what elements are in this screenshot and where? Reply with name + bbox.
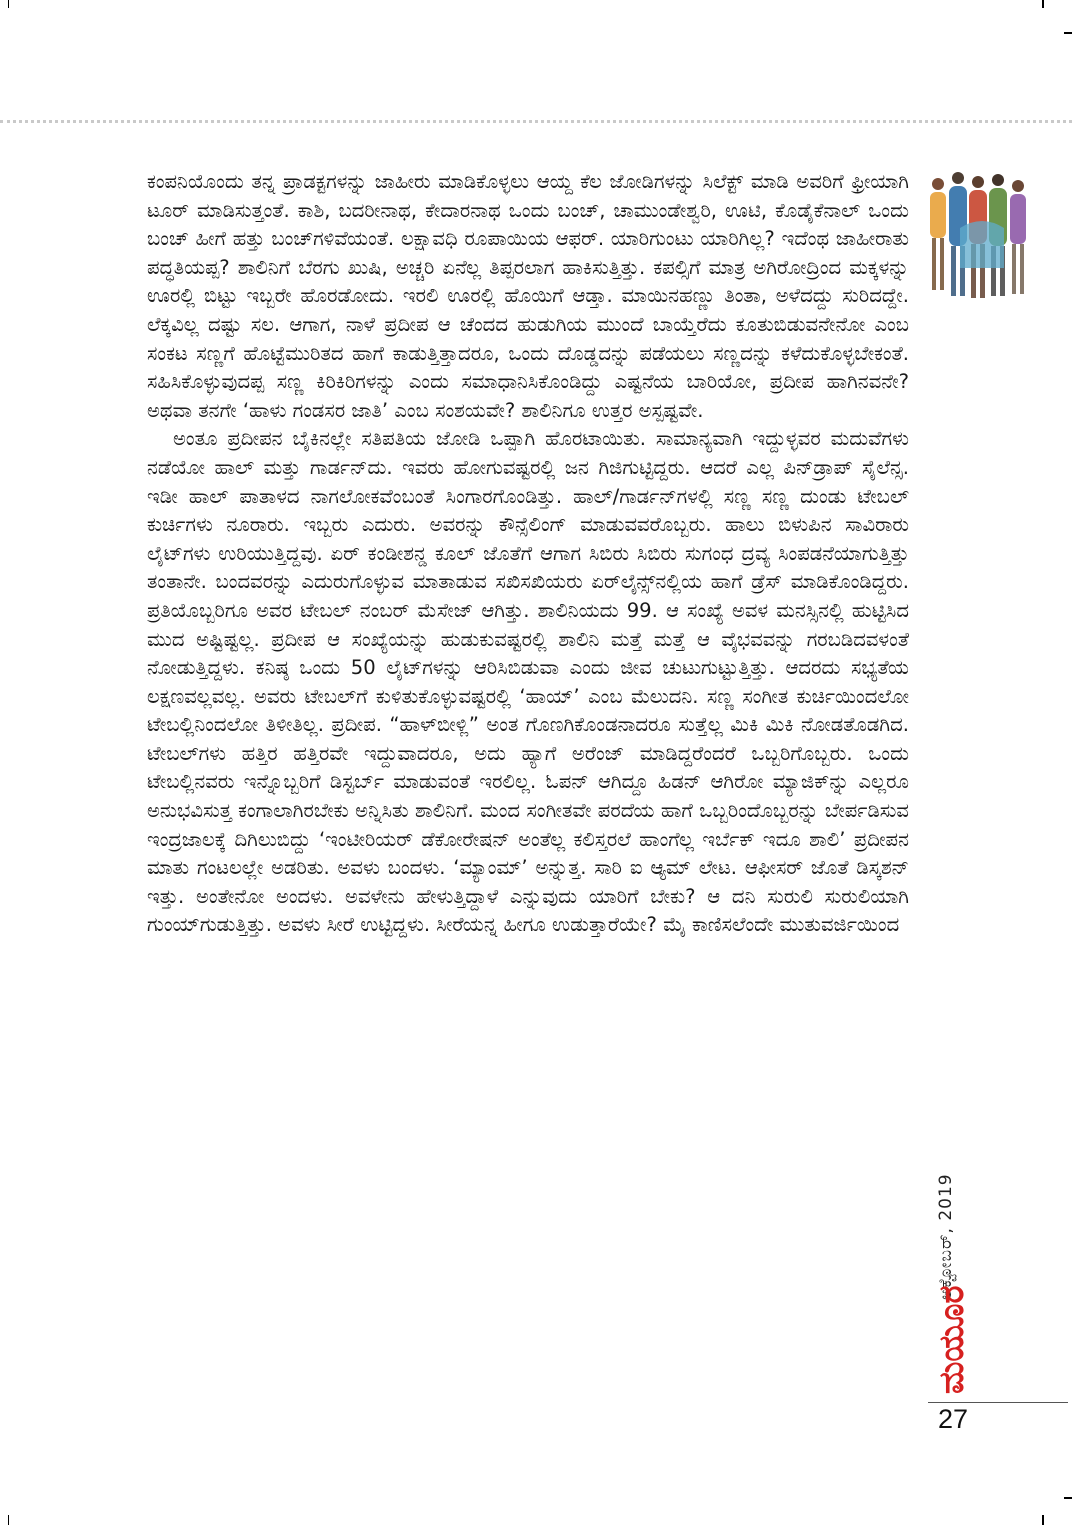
crop-mark-bottom-left — [8, 1515, 9, 1525]
crop-mark-top-left — [8, 0, 9, 8]
crop-mark-bottom-right — [1042, 1515, 1044, 1525]
article-body — [147, 168, 909, 940]
crop-mark-top-right — [1042, 0, 1044, 8]
page-number: 27 — [938, 1404, 969, 1434]
issue-dateline: ಅಕ್ಟೋಬರ್, 2019 — [936, 1173, 956, 1300]
magazine-logo: ಮಯೂರ — [932, 1285, 972, 1394]
page-number-rule — [928, 1402, 1068, 1403]
people-illustration — [920, 168, 1038, 308]
paragraph-2: ಅಂತೂ ಪ್ರದೀಪನ ಬೈಕಿನಲ್ಲೇ ಸತಿಪತಿಯ ಜೋಡಿ ಒಪ್ಪಾಗಿ ಹೊರಟಾಯಿತು. ಸಾಮಾನ್ಯವಾಗಿ ಇದ್ದುಳ್ಳವರ ಮದುವೆಗಳು ನಡೆಯೋ ಹಾಲ್ ಮತ್ತು ಗಾರ್ಡನ್‌ದು. ಇವರು ಹೋಗುವಷ್ಟರಲ್ಲಿ ಜನ ಗಿಜಿಗುಟ್ಟಿದ್ದರು. ಆದರೆ ಎಲ್ಲ ಪಿನ್‌ಡ್ರಾಪ್ ಸೈಲೆನ್ಸ. ಇಡೀ ಹಾಲ್ ಪಾತಾಳದ ನಾಗಲೋಕವೆಂಬಂತೆ ಸಿಂಗಾರಗೊಂಡಿತ್ತು. ಹಾಲ್/ಗಾರ್ಡನ್‌ಗಳಲ್ಲಿ ಸಣ್ಣ ಸಣ್ಣ ದುಂಡು ಟೇಬಲ್ ಕುರ್ಚಿಗಳು ನೂರಾರು. ಇಬ್ಬರು ಎದುರು. ಅವರನ್ನು ಕೌನ್ಸೆಲಿಂಗ್ ಮಾಡುವವರೊಬ್ಬರು. ಹಾಲು ಬಿಳುಪಿನ ಸಾವಿರಾರು ಲೈಟ್‌ಗಳು ಉರಿಯುತ್ತಿದ್ದವು. ಏರ್ ಕಂಡೀಶನ್ಡ ಕೂಲ್ ಜೊತೆಗೆ ಆಗಾಗ ಸಿಬಿರು ಸಿಬಿರು ಸುಗಂಧ ದ್ರವ್ಯ ಸಿಂಪಡನೆಯಾಗುತ್ತಿತ್ತು ತಂತಾನೇ. ಬಂದವರನ್ನು ಎದುರುಗೊಳ್ಳುವ ಮಾತಾಡುವ ಸಖಿಸಖಿಯರು ಏರ್‌ಲೈನ್ಸ್‌ನಲ್ಲಿಯ ಹಾಗೆ ಡ್ರೆಸ್ ಮಾಡಿಕೊಂಡಿದ್ದರು. ಪ್ರತಿಯೊಬ್ಬರಿಗೂ ಅವರ ಟೇಬಲ್ ನಂಬರ್ ಮೆಸೇಜ್ ಆಗಿತ್ತು. ಶಾಲಿನಿಯದು 99. ಆ ಸಂಖ್ಯೆ ಅವಳ ಮನಸ್ಸಿನಲ್ಲಿ ಹುಟ್ಟಿಸಿದ ಮುದ ಅಷ್ಟಿಷ್ಟಲ್ಲ. ಪ್ರದೀಪ ಆ ಸಂಖ್ಯೆಯನ್ನು ಹುಡುಕುವಷ್ಟರಲ್ಲಿ ಶಾಲಿನಿ ಮತ್ತೆ ಮತ್ತೆ ಆ ವೈಭವವನ್ನು ಗರಬಡಿದವಳಂತೆ ನೋಡುತ್ತಿದ್ದಳು. ಕನಿಷ್ಠ ಒಂದು 50 ಲೈಟ್‌ಗಳನ್ನು ಆರಿಸಿಬಿಡುವಾ ಎಂದು ಜೀವ ಚುಟುಗುಟ್ಟುತ್ತಿತ್ತು. ಆದರದು ಸಭ್ಯತೆಯ ಲಕ್ಷಣವಲ್ಲವಲ್ಲ. ಅವರು ಟೇಬಲ್‌ಗೆ ಕುಳಿತುಕೊಳ್ಳುವಷ್ಟರಲ್ಲಿ ‘ಹಾಯ್’ ಎಂಬ ಮೆಲುದನಿ. ಸಣ್ಣ ಸಂಗೀತ ಕುರ್ಚಿಯಿಂದಲೋ ಟೇಬಲ್ಲಿನಿಂದಲೋ ತಿಳೀತಿಲ್ಲ. ಪ್ರದೀಪ. “ಹಾಳ್‌ಬೀಳ್ಲಿ” ಅಂತ ಗೊಣಗಿಕೊಂಡನಾದರೂ ಸುತ್ತೆಲ್ಲ ಮಿಕಿ ಮಿಕಿ ನೋಡತೊಡಗಿದ. ಟೇಬಲ್‌ಗಳು ಹತ್ತಿರ ಹತ್ತಿರವೇ ಇದ್ದುವಾದರೂ, ಅದು ಹ್ಯಾಗೆ ಅರೆಂಜ್ ಮಾಡಿದ್ದರೆಂದರೆ ಒಬ್ಬರಿಗೊಬ್ಬರು. ಒಂದು ಟೇಬಲ್ಲಿನವರು ಇನ್ನೊಬ್ಬರಿಗೆ ಡಿಸ್ಟರ್ಬ್ ಮಾಡುವಂತೆ ಇರಲಿಲ್ಲ. ಓಪನ್ ಆಗಿದ್ದೂ ಹಿಡನ್ ಆಗಿರೋ ಮ್ಯಾಜಿಕ್‌ನ್ನು ಎಲ್ಲರೂ ಅನುಭವಿಸುತ್ತ ಕಂಗಾಲಾಗಿರಬೇಕು ಅನ್ನಿಸಿತು ಶಾಲಿನಿಗೆ. ಮಂದ ಸಂಗೀತವೇ ಪರದೆಯ ಹಾಗೆ ಒಬ್ಬರಿಂದೊಬ್ಬರನ್ನು ಬೇರ್ಪಡಿಸುವ ಇಂದ್ರಜಾಲಕ್ಕೆ ದಿಗಿಲುಬಿದ್ದು ‘ಇಂಟೀರಿಯರ್ ಡೆಕೋರೇಷನ್ ಅಂತೆಲ್ಲ ಕಲಿಸ್ತರಲೆ ಹಾಂಗೆಲ್ಲ ಇರ್ಬೆಕ್ ಇದೂ ಶಾಲಿ’ ಪ್ರದೀಪನ ಮಾತು ಗಂಟಲಲ್ಲೇ ಅಡರಿತು. ಅವಳು ಬಂದಳು. ‘ಮ್ಯಾಂಮ್’ ಅನ್ನುತ್ತ. ಸಾರಿ ಐ ಆ್ಯಮ್ ಲೇಟ. ಆಫೀಸರ್ ಜೊತೆ ಡಿಸ್ಕಶನ್ ಇತ್ತು. ಅಂತೇನೋ ಅಂದಳು. ಅವಳೇನು ಹೇಳುತ್ತಿದ್ದಾಳೆ ಎನ್ನುವುದು ಯಾರಿಗೆ ಬೇಕು? ಆ ದನಿ ಸುರುಲಿ ಸುರುಲಿಯಾಗಿ ಗುಂಯ್‌ಗುಡುತ್ತಿತ್ತು. ಅವಳು ಸೀರೆ ಉಟ್ಟಿದ್ದಳು. ಸೀರೆಯನ್ನ ಹೀಗೂ ಉಡುತ್ತಾರೆಯೇ? ಮೈ ಕಾಣಿಸಲೆಂದೇ ಮುತುವರ್ಜಿಯಿಂದ — [147, 427, 909, 937]
dotted-header-rule — [0, 120, 1072, 123]
crop-mark-right-lower — [1064, 1497, 1072, 1499]
crop-mark-right-upper — [1064, 32, 1072, 34]
paragraph-1: ಕಂಪನಿಯೊಂದು ತನ್ನ ಪ್ರಾಡಕ್ಟಗಳನ್ನು ಜಾಹೀರು ಮಾಡಿಕೊಳ್ಳಲು ಆಯ್ದ ಕೆಲ ಜೋಡಿಗಳನ್ನು ಸಿಲೆಕ್ಟ್ ಮಾಡಿ ಅವರಿಗೆ ಫ್ರೀಯಾಗಿ ಟೂರ್ ಮಾಡಿಸುತ್ತಂತೆ. ಕಾಶಿ, ಬದರೀನಾಥ, ಕೇದಾರನಾಥ ಒಂದು ಬಂಚ್, ಚಾಮುಂಡೇಶ್ವರಿ, ಊಟಿ, ಕೊಡೈಕೆನಾಲ್ ಒಂದು ಬಂಚ್ ಹೀಗೆ ಹತ್ತು ಬಂಚ್‌ಗಳಿವೆಯಂತೆ. ಲಕ್ಷಾವಧಿ ರೂಪಾಯಿಯ ಆಫರ್. ಯಾರಿಗುಂಟು ಯಾರಿಗಿಲ್ಲ? ಇದೆಂಥ ಜಾಹೀರಾತು ಪದ್ಧತಿಯಪ್ಪ? ಶಾಲಿನಿಗೆ ಬೆರಗು ಖುಷಿ, ಅಚ್ಚರಿ ಏನೆಲ್ಲ ತಿಪ್ಪರಲಾಗ ಹಾಕಿಸುತ್ತಿತ್ತು. ಕಪಲ್ಸಿಗೆ ಮಾತ್ರ ಅಗಿರೋದ್ರಿಂದ ಮಕ್ಕಳನ್ನು ಊರಲ್ಲಿ ಬಿಟ್ಟು ಇಬ್ಬರೇ ಹೊರಡೋದು. ಇರಲಿ ಊರಲ್ಲಿ ಹೊಯಿಗೆ ಆಡ್ತಾ. ಮಾಯಿನಹಣ್ಣು ತಿಂತಾ, ಅಳೆದದ್ದು ಸುರಿದದ್ದೇ. ಲೆಕ್ಕವಿಲ್ಲ ದಷ್ಟು ಸಲ. ಆಗಾಗ, ನಾಳೆ ಪ್ರದೀಪ ಆ ಚೆಂದದ ಹುಡುಗಿಯ ಮುಂದೆ ಬಾಯ್ತೆರೆದು ಕೂತುಬಿಡುವನೇನೋ ಎಂಬ ಸಂಕಟ ಸಣ್ಣಗೆ ಹೊಟ್ಟೆಮುರಿತದ ಹಾಗೆ ಕಾಡುತ್ತಿತ್ತಾದರೂ, ಒಂದು ದೊಡ್ಡದನ್ನು ಪಡೆಯಲು ಸಣ್ಣದನ್ನು ಕಳೆದುಕೊಳ್ಳಬೇಕಂತೆ. ಸಹಿಸಿಕೊಳ್ಳುವುದಪ್ಪ ಸಣ್ಣ ಕಿರಿಕಿರಿಗಳನ್ನು ಎಂದು ಸಮಾಧಾನಿಸಿಕೊಂಡಿದ್ದು ಎಷ್ಟನೆಯ ಬಾರಿಯೋ, ಪ್ರದೀಪ ಹಾಗಿನವನೇ? ಅಥವಾ ತನಗೇ ‘ಹಾಳು ಗಂಡಸರ ಜಾತಿ’ ಎಂಬ ಸಂಶಯವೇ? ಶಾಲಿನಿಗೂ ಉತ್ತರ ಅಸ್ಪಷ್ಟವೇ. — [147, 170, 909, 422]
